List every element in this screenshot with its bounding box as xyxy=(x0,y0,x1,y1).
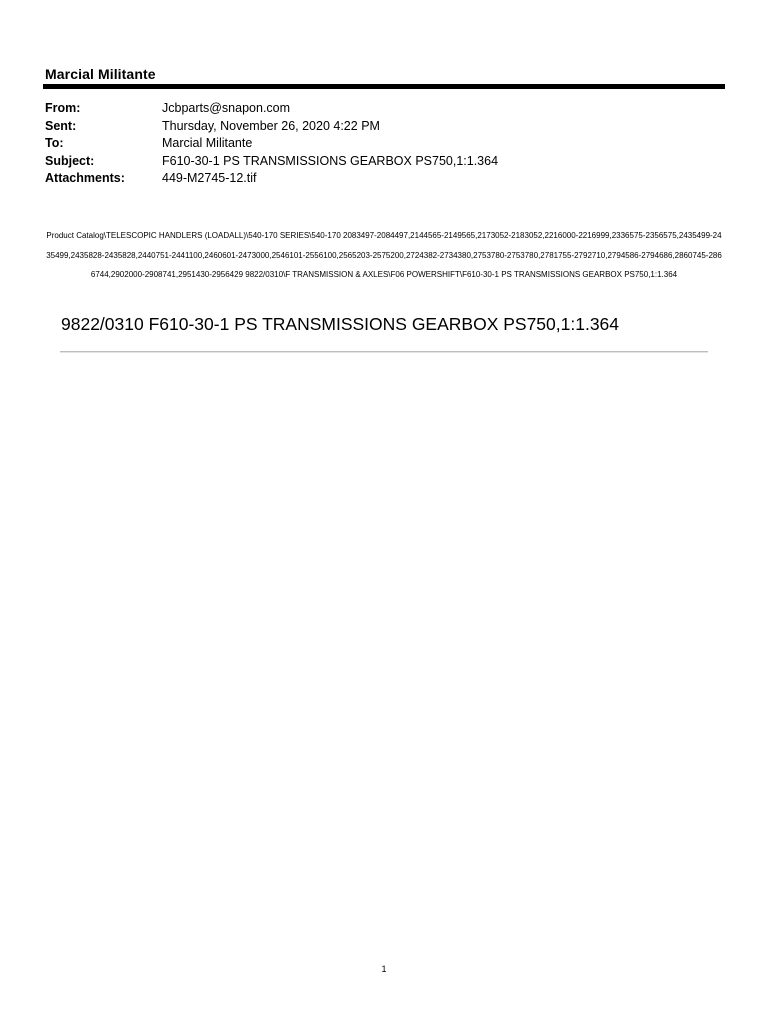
page-number: 1 xyxy=(381,964,387,974)
subject-value: F610-30-1 PS TRANSMISSIONS GEARBOX PS750,1:1.364 xyxy=(162,153,499,168)
title-divider xyxy=(60,351,708,353)
sent-label: Sent: xyxy=(45,118,77,133)
attachment-filename: 449-M2745-12.tif xyxy=(162,171,257,185)
to-value: Marcial Militante xyxy=(162,136,253,150)
sent-value: Thursday, November 26, 2020 4:22 PM xyxy=(162,118,380,133)
from-value: Jcbparts@snapon.com xyxy=(162,101,291,115)
part-title: 9822/0310 F610-30-1 PS TRANSMISSIONS GEARBOX PS750,1:1.364 xyxy=(61,314,620,334)
to-label: To: xyxy=(45,136,64,150)
header-divider xyxy=(43,84,725,89)
catalog-path: Product Catalog\TELESCOPIC HANDLERS (LOADALL)\540-170 SERIES\540-170 2083497-2084497,2144565-2149565,2173052-2183052,2216000-2216999,2336575-2356575,2435499-2435499,2435828-2435828,2440751-2441100,2460601-2473000,2546101-2556100,2565203-2575200,2724382-2734380,2753780-2753780,2781755-2792710,2794586-2794686,2860745-2866744,2902000-2908741,2951430-2956429 9822/0310\F TRANSMISSION & AXLES\F06 POWERSHIFT\F610-30-1 PS TRANSMISSIONS GEARBOX PS750,1:1.364 xyxy=(46,231,722,279)
attachments-label: Attachments: xyxy=(45,171,125,185)
subject-label: Subject: xyxy=(45,153,95,168)
from-label: From: xyxy=(45,101,81,115)
email-owner-name: Marcial Militante xyxy=(45,66,156,82)
